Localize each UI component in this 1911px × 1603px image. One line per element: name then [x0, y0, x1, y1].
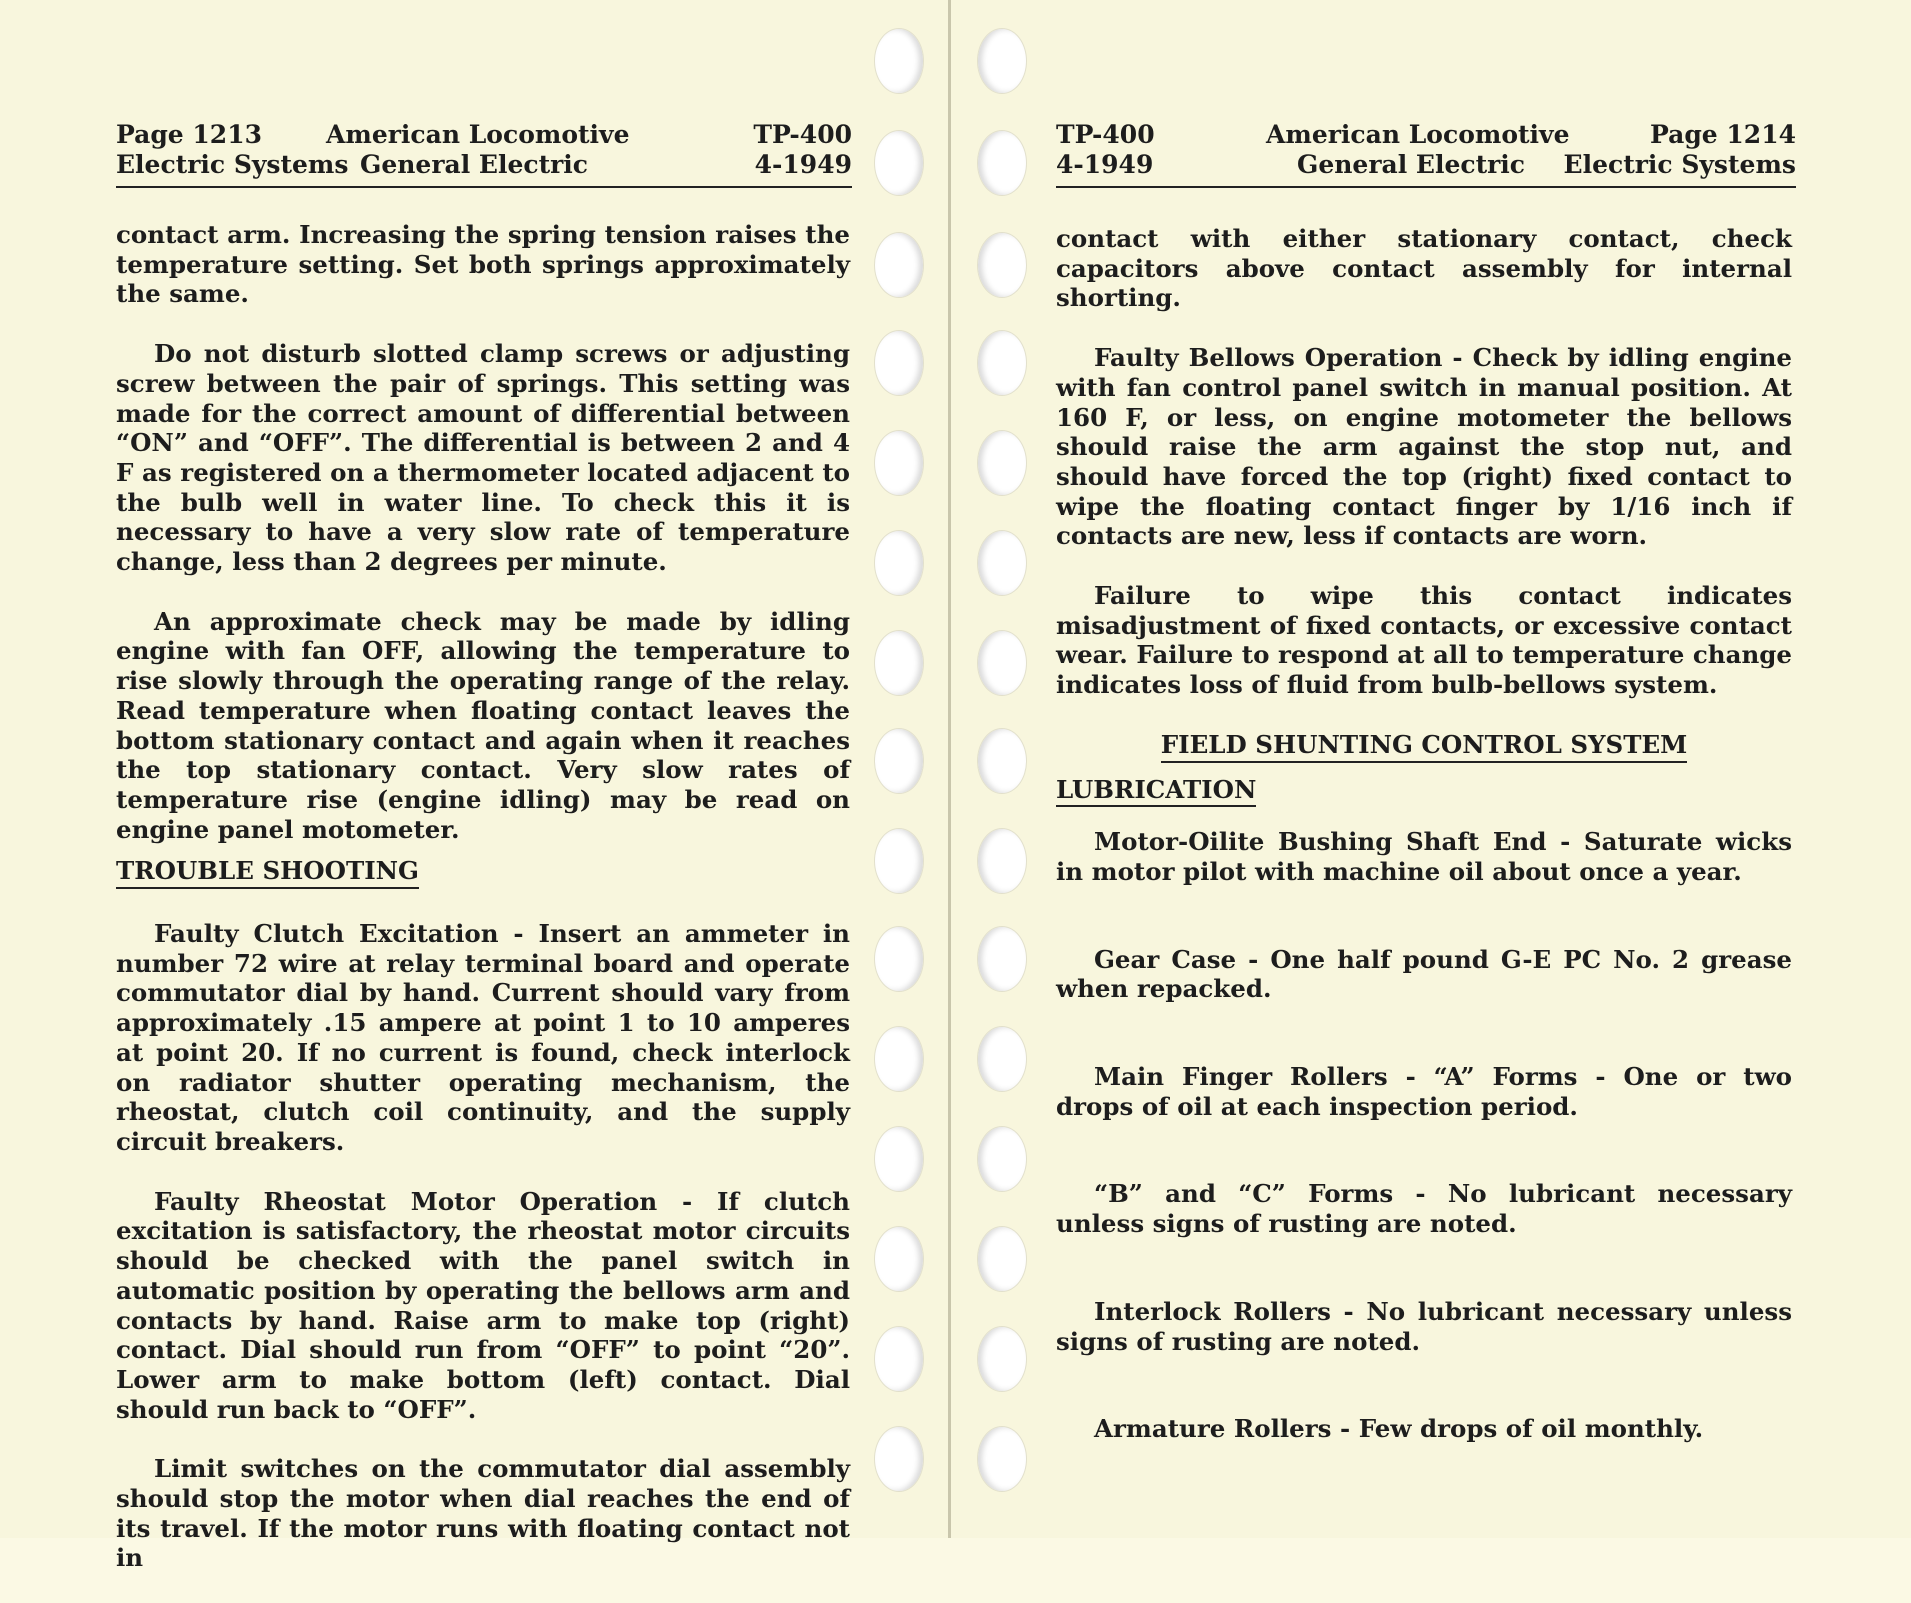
left-body-text [116, 220, 850, 1603]
binder-hole [977, 330, 1027, 396]
binder-hole [977, 232, 1027, 298]
right-body-text [1056, 224, 1792, 1474]
binder-hole [874, 330, 924, 396]
page-number: Page 1213 [116, 120, 262, 149]
binder-hole [977, 728, 1027, 794]
paragraph: Faulty Bellows Operation - Check by idling engine with fan control panel switch in manual position. At 160 F, or less, on engine motometer the bellows should raise the arm against the stop nut, and should have forced the top (right) fixed contact to wipe the floating contact finger by 1/16 inch if contacts are new, less if contacts are worn. [1056, 343, 1792, 551]
page-header [1056, 120, 1796, 188]
document-date: 4-1949 [1056, 150, 1154, 179]
company-name: American Locomotive [326, 120, 630, 149]
section-heading-field-shunting: FIELD SHUNTING CONTROL SYSTEM [1161, 730, 1688, 763]
page-number: Page 1214 [1650, 120, 1796, 149]
document-number: TP-400 [1056, 120, 1155, 149]
binder-hole [977, 28, 1027, 94]
lubrication-item: Gear Case - One half pound G-E PC No. 2 grease when repacked. [1056, 944, 1792, 1004]
paragraph: contact with either stationary contact, check capacitors above contact assembly for internal shorting. [1056, 224, 1792, 313]
company-name: American Locomotive [1266, 120, 1570, 149]
binder-hole [977, 1026, 1027, 1092]
binder-hole [874, 728, 924, 794]
binder-hole [874, 1426, 924, 1492]
system-name: Electric Systems [1563, 150, 1796, 179]
lubrication-item: Armature Rollers - Few drops of oil monthly. [1094, 1414, 1704, 1444]
binder-hole [977, 530, 1027, 596]
lubrication-item: Motor-Oilite Bushing Shaft End - Saturate wicks in motor pilot with machine oil about once a year. [1056, 827, 1792, 886]
binder-hole [874, 828, 924, 894]
binder-hole [874, 430, 924, 496]
binder-hole [874, 1226, 924, 1292]
right-page [951, 0, 1911, 1538]
document-number: TP-400 [753, 120, 852, 149]
maker-name: General Electric [1297, 150, 1526, 179]
section-heading-trouble-shooting: TROUBLE SHOOTING [116, 856, 419, 889]
system-name: Electric Systems [116, 150, 349, 179]
document-date: 4-1949 [754, 150, 852, 179]
binder-hole [874, 1026, 924, 1092]
page-header [116, 120, 852, 188]
binder-hole [977, 926, 1027, 992]
binder-hole [874, 530, 924, 596]
binder-hole [977, 630, 1027, 696]
section-heading-lubrication: LUBRICATION [1056, 775, 1256, 808]
binder-hole [977, 130, 1027, 196]
binder-hole [874, 926, 924, 992]
paragraph: Failure to wipe this contact indicates misadjustment of fixed contacts, or excessive contact wear. Failure to respond at all to temperature change indicates loss of fluid from bulb-bellows system. [1056, 581, 1792, 700]
binder-hole [874, 630, 924, 696]
binder-hole [874, 28, 924, 94]
paragraph: contact arm. Increasing the spring tension raises the temperature setting. Set both springs approximately the same. [116, 220, 850, 309]
lubrication-item: Main Finger Rollers - “A” Forms - One or two drops of oil at each inspection period. [1056, 1062, 1792, 1121]
binder-hole [874, 232, 924, 298]
binder-hole [874, 1126, 924, 1192]
left-page [0, 0, 949, 1573]
paragraph: An approximate check may be made by idling engine with fan OFF, allowing the temperature to rise slowly through the operating range of the relay. Read temperature when floating contact leaves the bottom stationary contact and again when it reaches the top stationary contact. Very slow rates of temperature rise (engine idling) may be read on engine panel motometer. [116, 606, 850, 844]
binder-hole [977, 1426, 1027, 1492]
lubrication-item: Interlock Rollers - No lubricant necessary unless signs of rusting are noted. [1056, 1296, 1792, 1356]
paragraph: Do not disturb slotted clamp screws or adjusting screw between the pair of springs. This setting was made for the correct amount of differential between “ON” and “OFF”. The differential is between 2 and 4 F as registered on a thermometer located adjacent to the bulb well in water line. To check this it is necessary to have a very slow rate of temperature change, less than 2 degrees per minute. [116, 339, 850, 577]
paragraph: Faulty Rheostat Motor Operation - If clutch excitation is satisfactory, the rheostat motor circuits should be checked with the panel switch in automatic position by operating the bellows arm and contacts by hand. Raise arm to make top (right) contact. Dial should run from “OFF” to point “20”. Lower arm to make bottom (left) contact. Dial should run back to “OFF”. [116, 1186, 850, 1424]
paragraph: Limit switches on the commutator dial assembly should stop the motor when dial reaches the end of its travel. If the motor runs with floating contact not in [116, 1454, 850, 1573]
binder-hole [977, 1326, 1027, 1392]
binder-hole [977, 1226, 1027, 1292]
binder-hole [977, 430, 1027, 496]
binder-hole [977, 828, 1027, 894]
lubrication-item: “B” and “C” Forms - No lubricant necessary unless signs of rusting are noted. [1056, 1179, 1792, 1239]
binder-hole [977, 1126, 1027, 1192]
binder-hole [874, 1326, 924, 1392]
maker-name: General Electric [360, 150, 589, 179]
binder-hole [874, 130, 924, 196]
paragraph: Faulty Clutch Excitation - Insert an ammeter in number 72 wire at relay terminal board and operate commutator dial by hand. Current should vary from approximately .15 ampere at point 1 to 10 amperes at point 20. If no current is found, check interlock on radiator shutter operating mechanism, the rheostat, clutch coil continuity, and the supply circuit breakers. [116, 919, 850, 1156]
